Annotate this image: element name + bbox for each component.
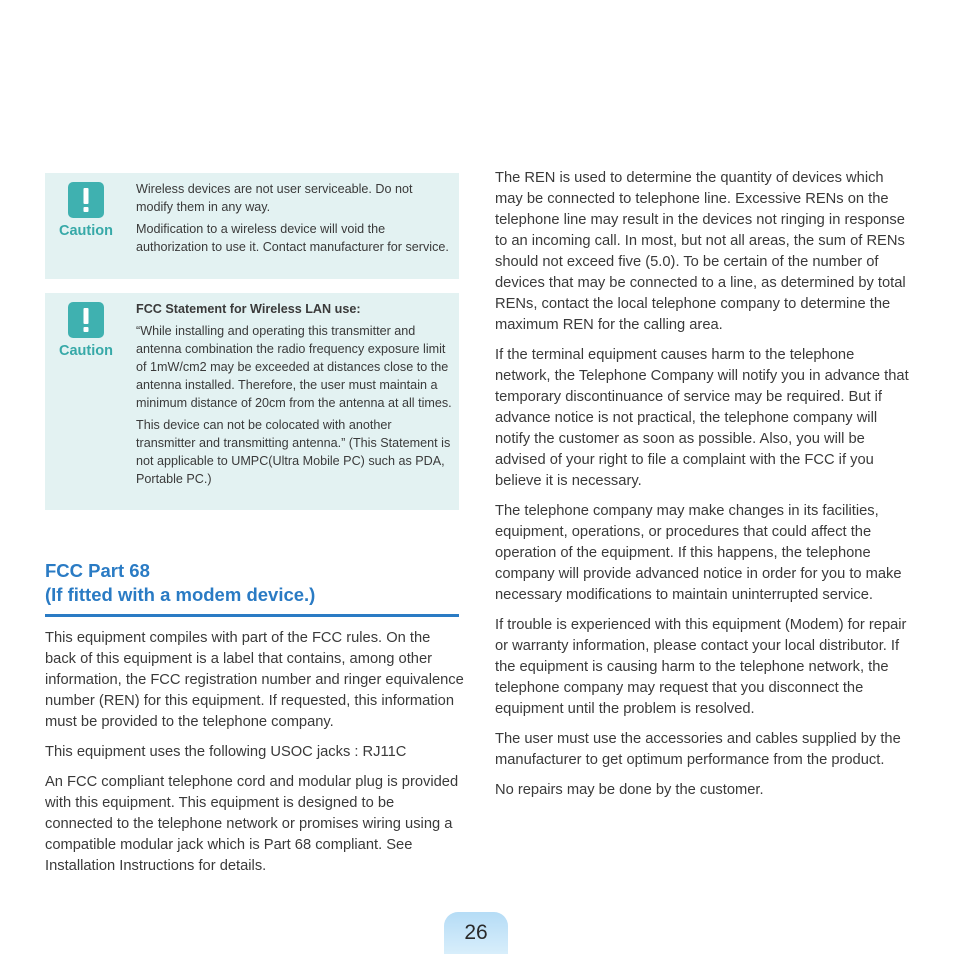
caution-label: Caution (59, 343, 113, 359)
caution-text (136, 300, 452, 492)
page-number: 26 (444, 912, 508, 954)
caution-box-wireless (45, 173, 459, 279)
right-column-body (495, 168, 913, 810)
body-paragraph: This equipment uses the following USOC jacks : RJ11C (45, 744, 407, 760)
body-paragraph: The telephone company may make changes in its facilities, equipment, operations, or procedures that could affect the operation of the equipment. If this happens, the telephone company will provide advanced notice in order for you to make necessary modifications to maintain uninterrupted service. (495, 503, 902, 603)
caution-text (136, 180, 452, 260)
caution-paragraph: “While installing and operating this transmitter and antenna combination the radio frequency exposure limit of 1mW/cm2 may be exceeded at distances close to the antenna installed. Therefore, the user must maintain a minimum distance of 20cm from the antenna at all times. (136, 324, 452, 410)
section-heading-line1: FCC Part 68 (45, 560, 150, 581)
caution-box-fcc-wlan (45, 293, 459, 510)
caution-label: Caution (59, 223, 113, 239)
left-column-body (45, 628, 465, 886)
caution-title: FCC Statement for Wireless LAN use: (136, 302, 361, 316)
section-heading (45, 559, 459, 607)
body-paragraph: This equipment compiles with part of the FCC rules. On the back of this equipment is a label that contains, among other information, the FCC registration number and ringer equivalence number (REN) for this equipment. If requested, this information must be provided to the telephone company. (45, 630, 464, 730)
body-paragraph: If the terminal equipment causes harm to the telephone network, the Telephone Company will notify you in advance that temporary discontinuance of service may be required. But if advance notice is not practical, the telephone company will notify the customer as soon as possible. Also, you will be advised of your right to file a complaint with the FCC if you believe it is necessary. (495, 347, 909, 489)
exclamation-icon (68, 302, 104, 338)
body-paragraph: No repairs may be done by the customer. (495, 782, 764, 798)
exclamation-icon (68, 182, 104, 218)
caution-paragraph: Modification to a wireless device will void the authorization to use it. Contact manufacturer for service. (136, 222, 449, 254)
caution-paragraph: Wireless devices are not user serviceable. Do not modify them in any way. (136, 182, 413, 214)
section-heading-line2: (If fitted with a modem device.) (45, 584, 316, 605)
body-paragraph: An FCC compliant telephone cord and modular plug is provided with this equipment. This equipment is designed to be connected to the telephone network or promises wiring using a compatible modular jack which is Part 68 compliant. See Installation Instructions for details. (45, 774, 459, 874)
section-divider (45, 614, 459, 617)
body-paragraph: The user must use the accessories and cables supplied by the manufacturer to get optimum performance from the product. (495, 731, 901, 768)
body-paragraph: If trouble is experienced with this equipment (Modem) for repair or warranty information, please contact your local distributor. If the equipment is causing harm to the telephone network, the telephone company may request that you disconnect the equipment until the problem is resolved. (495, 617, 907, 717)
body-paragraph: The REN is used to determine the quantity of devices which may be connected to telephone line. Excessive RENs on the telephone line may result in the devices not ringing in response to an incoming call. In most, but not all areas, the sum of RENs should not exceed five (5.0). To be certain of the number of devices that may be connected to a line, as determined by total RENs, contact the local telephone company to determine the maximum REN for the calling area. (495, 170, 906, 333)
caution-paragraph: This device can not be colocated with another transmitter and transmitting antenna.” (This Statement is not applicable to UMPC(Ultra Mobile PC) such as PDA, Portable PC.) (136, 418, 451, 486)
